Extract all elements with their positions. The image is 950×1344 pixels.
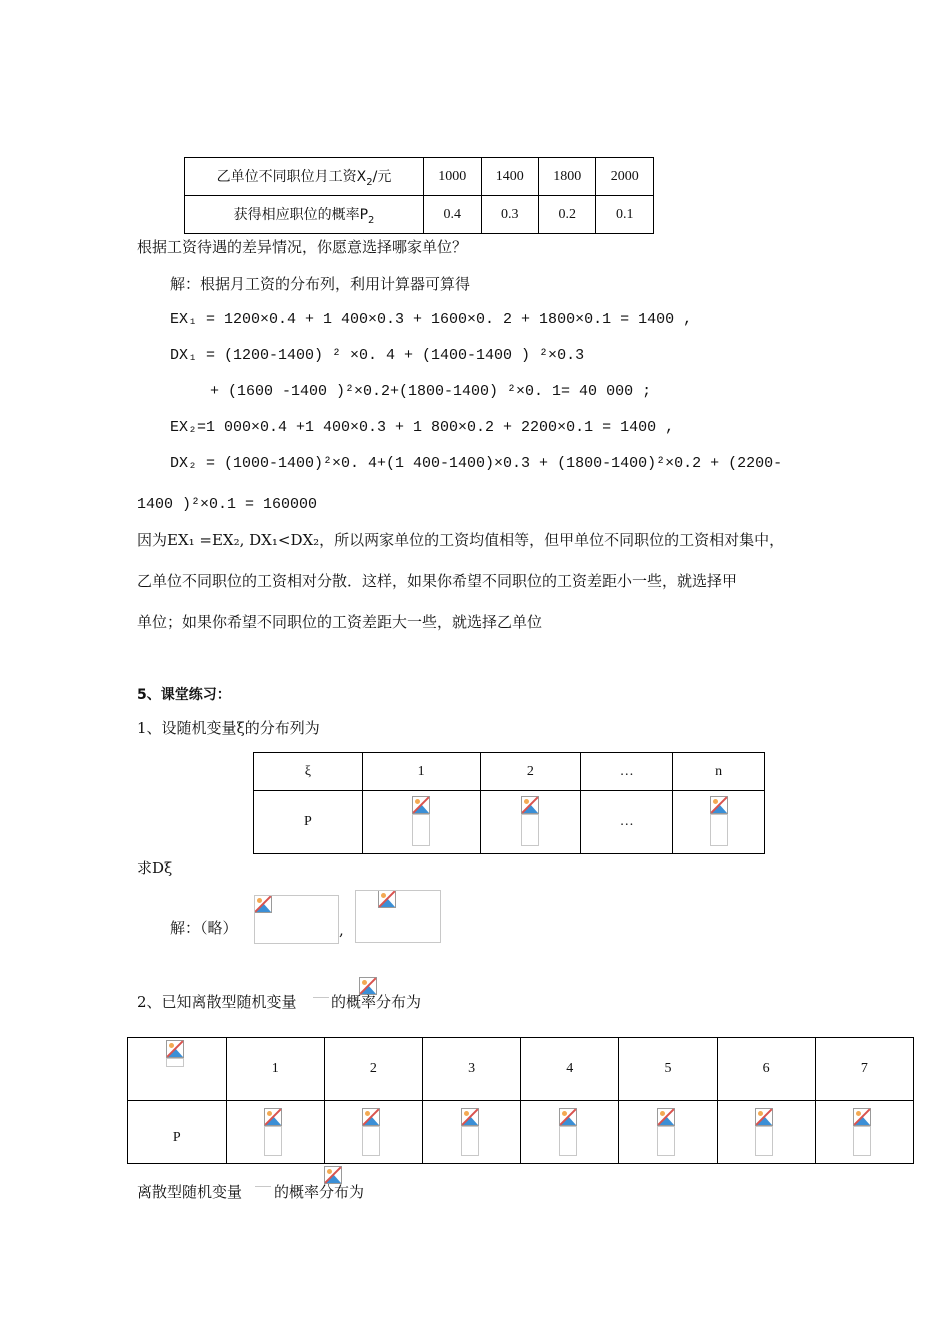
question-text: 根据工资待遇的差异情况，你愿意选择哪家单位？ <box>137 238 468 256</box>
prob-value: 0.1 <box>596 196 654 234</box>
prob-formula-cell <box>619 1101 717 1164</box>
xi-value: n <box>673 753 765 791</box>
dx1-formula-line1: DX₁ = (1200-1400) ² ×0. 4 + (1400-1400 ) ²×0.3 <box>170 347 585 364</box>
prob-formula-cell <box>226 1101 324 1164</box>
broken-image-icon <box>657 1108 675 1126</box>
p-label: P <box>128 1101 227 1164</box>
var-value: 2 <box>324 1038 422 1101</box>
var-value: 5 <box>619 1038 717 1101</box>
prob-formula-cell <box>324 1101 422 1164</box>
ex1-formula: EX₁ = 1200×0.4 + 1 400×0.3 + 1600×0. 2 + 1800×0.1 = 1400 , <box>170 311 693 328</box>
xi-value: 1 <box>362 753 480 791</box>
solution-intro: 解：根据月工资的分布列，利用计算器可算得 <box>170 275 471 293</box>
prob-value: 0.3 <box>481 196 538 234</box>
var-value: 1 <box>226 1038 324 1101</box>
prob-value: 0.2 <box>539 196 596 234</box>
exercise-q3-prefix: 离散型随机变量 <box>137 1183 243 1201</box>
formula-image-placeholder <box>254 895 339 944</box>
prob-header-cell: 获得相应职位的概率$P_2$ <box>185 196 424 234</box>
q1-solution-label: 解：（略） <box>170 919 238 937</box>
var-value: 6 <box>717 1038 815 1101</box>
broken-image-icon <box>362 1108 380 1126</box>
conclusion-line2: 乙单位不同职位的工资相对分散．这样，如果你希望不同职位的工资差距小一些，就选择甲 <box>137 572 738 590</box>
exercise-q1: 1、设随机变量ξ的分布列为 <box>137 719 320 737</box>
q1-ask: 求Dξ <box>137 859 173 877</box>
xi-value: 2 <box>480 753 581 791</box>
exercise-q3-suffix: 的概率分布为 <box>274 1183 365 1201</box>
salary-table-b <box>184 157 654 234</box>
formula-image-placeholder <box>355 890 441 943</box>
prob-formula-cell <box>673 791 765 854</box>
prob-formula-cell <box>362 791 480 854</box>
salary-value: 1000 <box>424 158 481 196</box>
var-image-cell <box>128 1038 227 1101</box>
exercise-q2-prefix: 2、已知离散型随机变量 <box>137 993 297 1011</box>
dx2-formula-line1: DX₂ = (1000-1400)²×0. 4+(1 400-1400)×0.3 + (1800-1400)²×0.2 + (2200- <box>170 455 783 472</box>
prob-value: 0.4 <box>424 196 481 234</box>
broken-image-icon <box>264 1108 282 1126</box>
dx2-formula-line2: 1400 )²×0.1 = 160000 <box>137 496 318 513</box>
prob-formula-cell <box>717 1101 815 1164</box>
dx1-formula-line2: + (1600 -1400 )²×0.2+(1800-1400) ²×0. 1= 40 000 ; <box>210 383 652 400</box>
prob-formula-cell <box>422 1101 520 1164</box>
broken-image-icon <box>461 1108 479 1126</box>
xi-distribution-table <box>253 752 765 854</box>
exercise-q2-suffix: 的概率分布为 <box>331 993 422 1011</box>
prob-ellipsis: … <box>581 791 673 854</box>
salary-value: 2000 <box>596 158 654 196</box>
broken-image-icon <box>521 796 539 814</box>
broken-image-icon <box>559 1108 577 1126</box>
broken-image-icon <box>755 1108 773 1126</box>
var-value: 7 <box>815 1038 913 1101</box>
ex2-formula: EX₂=1 000×0.4 +1 400×0.3 + 1 800×0.2 + 2200×0.1 = 1400 , <box>170 419 675 436</box>
distribution-table-7 <box>127 1037 914 1164</box>
broken-image-icon <box>853 1108 871 1126</box>
var-value: 3 <box>422 1038 520 1101</box>
prob-formula-cell <box>480 791 581 854</box>
prob-formula-cell <box>815 1101 913 1164</box>
broken-image-icon <box>412 796 430 814</box>
prob-formula-cell <box>521 1101 619 1164</box>
var-value: 4 <box>521 1038 619 1101</box>
exercise-heading: 5、课堂练习： <box>137 687 231 703</box>
q1-comma: , <box>339 921 344 939</box>
salary-value: 1400 <box>481 158 538 196</box>
conclusion-line3: 单位；如果你希望不同职位的工资差距大一些，就选择乙单位 <box>137 613 543 631</box>
xi-ellipsis: … <box>581 753 673 791</box>
broken-image-icon <box>710 796 728 814</box>
conclusion-line1: 因为EX₁ =EX₂, DX₁<DX₂，所以两家单位的工资均值相等，但甲单位不同职位的工资相对集中， <box>137 531 785 549</box>
xi-header: ξ <box>254 753 363 791</box>
salary-header-cell: 乙单位不同职位月工资$X_2/$元 <box>185 158 424 196</box>
salary-value: 1800 <box>539 158 596 196</box>
broken-image-icon <box>166 1040 184 1058</box>
p-label: P <box>254 791 363 854</box>
